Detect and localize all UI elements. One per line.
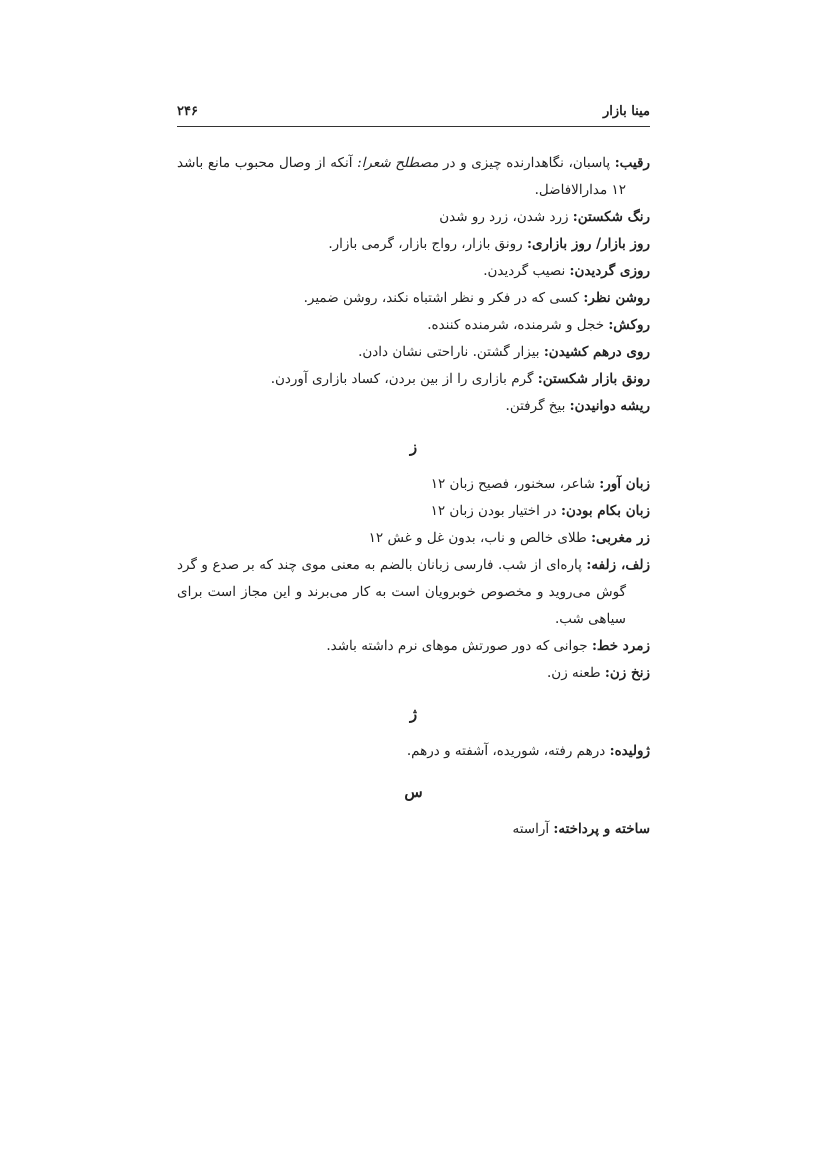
entry-term: رقیب: — [614, 155, 650, 171]
entry-term: زنخ زن: — [604, 665, 650, 681]
glossary-entry — [177, 471, 650, 498]
entry-term: روزی گردیدن: — [569, 263, 650, 279]
entry-definition: شاعر، سخنور، فصیح زبان ۱۲ — [430, 476, 600, 492]
entry-definition: پاره‌ای از شب. فارسی زبانان بالضم به معنی موی چند که بر صدع و گرد گوش می‌روید و مخصوص خوبرویان است به کار می‌برند و این مجاز است برای سیاهی شب. — [177, 557, 626, 627]
glossary-entry — [177, 660, 650, 687]
glossary-entry — [177, 285, 650, 312]
running-title: مینا بازار — [602, 104, 650, 119]
entry-term: روی درهم کشیدن: — [543, 344, 650, 360]
entry-definition: آنکه از وصال محبوب مانع باشد ۱۲ مدارالافاضل. — [177, 155, 626, 198]
glossary-entry — [177, 498, 650, 525]
entry-definition: خجل و شرمنده، شرمنده کننده. — [427, 317, 609, 333]
entry-definition: در اختیار بودن زبان ۱۲ — [430, 503, 561, 519]
entry-term: روشن نظر: — [583, 290, 650, 306]
glossary-entry — [177, 150, 650, 204]
entry-term: روز بازار/ روز بازاری: — [526, 236, 650, 252]
entry-italic-text: مصطلح شعرا: — [357, 155, 439, 171]
page-number: ۲۴۶ — [177, 104, 198, 119]
entry-term: روکش: — [608, 317, 650, 333]
entry-definition: طعنه زن. — [547, 665, 605, 681]
entry-term: رونق بازار شکستن: — [537, 371, 650, 387]
entry-definition: درهم رفته، شوریده، آشفته و درهم. — [406, 743, 610, 759]
entry-definition: بیزار گشتن. ناراحتی نشان دادن. — [358, 344, 544, 360]
glossary-entry — [177, 258, 650, 285]
entry-definition: نصیب گردیدن. — [483, 263, 570, 279]
entry-definition: بیخ گرفتن. — [505, 398, 570, 414]
entry-term: ژولیده: — [609, 743, 650, 759]
entry-definition: پاسبان، نگاهدارنده چیزی و در — [438, 155, 615, 171]
glossary-entry — [177, 525, 650, 552]
glossary-entry — [177, 816, 650, 843]
glossary-body — [177, 150, 650, 843]
entry-definition: گرم بازاری را از بین بردن، کساد بازاری آوردن. — [270, 371, 538, 387]
entry-definition: جوانی که دور صورتش موهای نرم داشته باشد. — [326, 638, 592, 654]
entry-term: زمرد خط: — [591, 638, 650, 654]
section-letter: س — [404, 783, 423, 801]
entry-definition: طلای خالص و ناب، بدون غل و غش ۱۲ — [368, 530, 592, 546]
glossary-entry — [177, 633, 650, 660]
glossary-entry — [177, 312, 650, 339]
entry-term: ساخته و پرداخته: — [553, 821, 650, 837]
entry-term: ریشه دوانیدن: — [569, 398, 650, 414]
section-letter: ز — [409, 438, 418, 456]
glossary-entry — [177, 204, 650, 231]
entry-definition: زرد شدن، زرد رو شدن — [439, 209, 573, 225]
entry-definition: آراسته — [512, 821, 554, 837]
glossary-entry — [177, 339, 650, 366]
glossary-entry — [177, 393, 650, 420]
glossary-entry — [177, 366, 650, 393]
entry-term: زبان بکام بودن: — [560, 503, 650, 519]
glossary-entry — [177, 231, 650, 258]
glossary-entry — [177, 552, 650, 633]
entry-term: رنگ شکستن: — [572, 209, 650, 225]
section-letter: ژ — [409, 705, 418, 723]
entry-term: زر مغربی: — [591, 530, 650, 546]
entry-definition: کسی که در فکر و نظر اشتباه نکند، روشن ضمیر. — [303, 290, 584, 306]
entry-definition: رونق بازار، رواج بازار، گرمی بازار. — [328, 236, 527, 252]
entry-term: زبان آور: — [599, 476, 650, 492]
header-rule — [177, 126, 650, 127]
entry-term: زلف، زلفه: — [586, 557, 650, 573]
glossary-entry — [177, 738, 650, 765]
